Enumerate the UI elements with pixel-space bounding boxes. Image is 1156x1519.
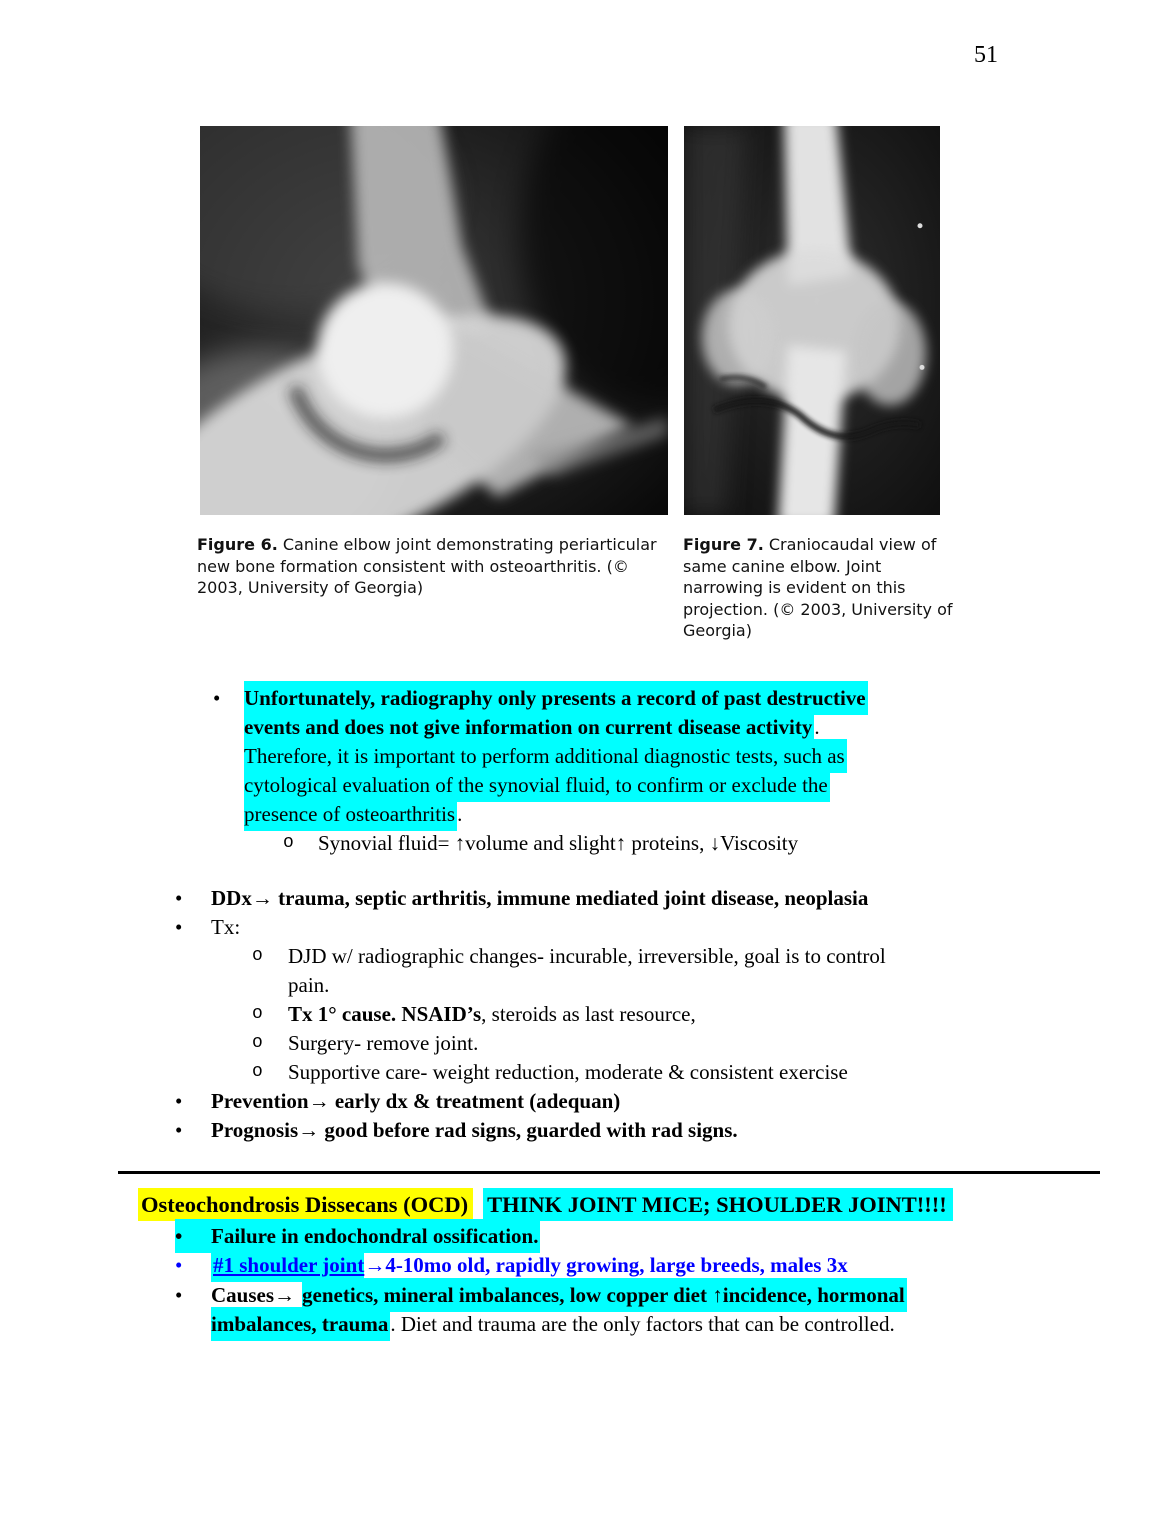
figure7-label: Figure 7. xyxy=(683,535,764,554)
figure6-caption xyxy=(197,534,667,599)
xray-craniocaudal-elbow-graphic xyxy=(684,126,940,515)
highlighted-text: presence of osteoarthritis xyxy=(244,797,457,831)
highlighted-text: Unfortunately, radiography only presents a record of past destructive xyxy=(244,681,868,715)
highlighted-text: genetics, mineral imbalances, low copper diet ↑incidence, hormonal xyxy=(302,1278,907,1312)
tx-label: Tx: xyxy=(211,915,241,939)
causes-tail-text: . Diet and trauma are the only factors that can be controlled. xyxy=(390,1312,895,1336)
circle-bullet-marker: o xyxy=(252,1004,263,1024)
ocd-banner-highlighted: THINK JOINT MICE; SHOULDER JOINT!!!! xyxy=(483,1188,953,1221)
arrow-right-icon: → xyxy=(251,886,273,910)
circle-bullet-marker: o xyxy=(252,1062,263,1082)
djd-text: DJD w/ radiographic changes- incurable, irreversible, goal is to control xyxy=(288,944,886,968)
ocd-causes-line1 xyxy=(175,1281,907,1310)
plain-text: . xyxy=(814,715,820,739)
bullet-marker: • xyxy=(175,886,183,910)
xray-lateral-elbow-graphic xyxy=(200,126,668,515)
ocd-heading xyxy=(138,1190,953,1219)
ddx-text: trauma, septic arthritis, immune mediated joint disease, neoplasia xyxy=(272,886,869,910)
highlighted-text: Therefore, it is important to perform additional diagnostic tests, such as xyxy=(244,739,847,773)
shoulder-text: 4-10mo old, rapidly growing, large breeds, males 3x xyxy=(385,1253,848,1277)
ocd-shoulder-item xyxy=(175,1251,848,1280)
figure6-label: Figure 6. xyxy=(197,535,278,554)
failure-text: Failure in endochondral ossification. xyxy=(211,1224,539,1248)
primary-cause-rest: , steroids as last resource, xyxy=(481,1002,696,1026)
supportive-care-subitem xyxy=(252,1058,848,1087)
prognosis-label: Prognosis xyxy=(211,1118,299,1142)
bullet-marker: • xyxy=(175,1253,183,1277)
radiography-bullet-line5 xyxy=(244,800,462,829)
radiography-bullet-line2 xyxy=(244,713,820,742)
arrow-right-icon: → xyxy=(364,1253,386,1277)
synovial-fluid-item xyxy=(283,829,799,858)
radiography-bullet-line4 xyxy=(244,771,830,800)
supportive-care-text: Supportive care- weight reduction, moderate & consistent exercise xyxy=(288,1060,848,1084)
circle-bullet-marker: o xyxy=(252,1033,263,1053)
prevention-text: early dx & treatment (adequan) xyxy=(329,1089,621,1113)
ocd-causes-line2 xyxy=(211,1310,895,1339)
bullet-marker: • xyxy=(175,915,183,939)
xray-figure7-image xyxy=(684,126,940,515)
circle-bullet-marker: o xyxy=(252,946,263,966)
bullet-marker: • xyxy=(175,1283,183,1307)
ocd-failure-item xyxy=(175,1222,540,1251)
figure6-caption-text: Canine elbow joint demonstrating periarticular new bone formation consistent with osteoarthritis. (© 2003, University of Georgia) xyxy=(197,535,657,597)
plain-text: . xyxy=(457,802,463,826)
highlighted-text: events and does not give information on current disease activity xyxy=(244,710,814,744)
highlighted-text: cytological evaluation of the synovial fluid, to confirm or exclude the xyxy=(244,768,830,802)
ocd-title-highlighted: Osteochondrosis Dissecans (OCD) xyxy=(138,1188,473,1221)
arrow-right-icon: → xyxy=(298,1118,320,1142)
radiography-bullet-line3 xyxy=(244,742,847,771)
figure7-caption-text: Craniocaudal view of same canine elbow. Joint narrowing is evident on this projection. (© 2003, University of Georgia) xyxy=(683,535,953,640)
ddx-label: DDx xyxy=(211,886,252,910)
radiography-bullet-line1 xyxy=(213,684,868,713)
circle-bullet-marker: o xyxy=(283,833,294,853)
section-divider xyxy=(118,1171,1100,1174)
xray-figure6-image xyxy=(200,126,668,515)
bullet-marker: • xyxy=(175,1089,183,1113)
bullet-marker: • xyxy=(213,686,221,710)
highlighted-text: imbalances, trauma xyxy=(211,1307,390,1341)
surgery-text: Surgery- remove joint. xyxy=(288,1031,479,1055)
causes-label: Causes xyxy=(211,1283,275,1307)
prevention-item xyxy=(175,1087,621,1116)
primary-cause-bold: Tx 1° cause. NSAID’s xyxy=(288,1002,482,1026)
synovial-fluid-text: Synovial fluid= ↑volume and slight↑ proteins, ↓Viscosity xyxy=(318,831,799,855)
tx-item xyxy=(175,913,241,942)
djd-text-wrap: pain. xyxy=(288,973,330,997)
arrow-right-icon: → xyxy=(274,1283,296,1307)
page-number: 51 xyxy=(974,42,998,68)
bullet-marker: • xyxy=(175,1224,183,1248)
surgery-subitem xyxy=(252,1029,479,1058)
prevention-label: Prevention xyxy=(211,1089,309,1113)
shoulder-joint-link[interactable]: #1 shoulder joint xyxy=(211,1248,364,1282)
bullet-marker: • xyxy=(175,1118,183,1142)
primary-cause-subitem xyxy=(252,1000,696,1029)
ddx-item xyxy=(175,884,869,913)
djd-subitem-line2 xyxy=(288,971,329,1000)
arrow-right-icon: → xyxy=(308,1089,330,1113)
prognosis-text: good before rad signs, guarded with rad signs. xyxy=(319,1118,738,1142)
djd-subitem-line1 xyxy=(252,942,886,971)
figure7-caption xyxy=(683,534,959,642)
prognosis-item xyxy=(175,1116,738,1145)
